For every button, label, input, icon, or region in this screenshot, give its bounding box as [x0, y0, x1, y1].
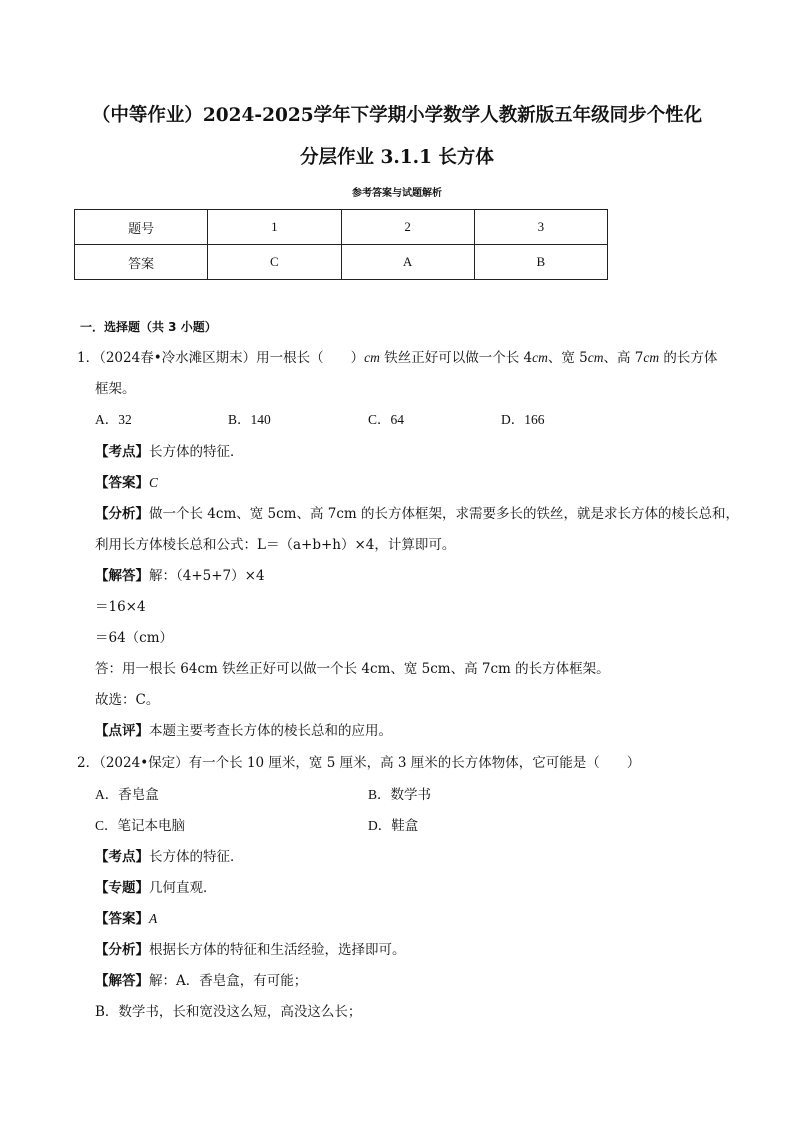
q2-solution-line2: B．数学书，长和宽没这么短，高没这么长；	[95, 1004, 362, 1020]
q1-option-d: D．166	[501, 412, 545, 427]
q1-option-c: C．64	[368, 412, 405, 427]
q1-analysis-text: 做一个长 4cm、宽 5cm、高 7cm 的长方体框架，求需要多长的铁丝，就是求长方体的棱长总和，	[149, 506, 740, 522]
q1-kaodian	[95, 442, 244, 462]
q1-stem-text: 、宽 5	[547, 350, 588, 366]
label-daan: 【答案】	[95, 911, 149, 927]
q2-zhuanti	[95, 878, 217, 898]
answer-table-cell: A	[341, 245, 474, 280]
label-kaodian: 【考点】	[95, 444, 149, 460]
q2-answer	[95, 909, 157, 929]
q1-stem-unit: cm	[643, 350, 660, 365]
answer-table-cell: 题号	[75, 210, 208, 245]
q2-kaodian	[95, 847, 244, 867]
label-fenxi: 【分析】	[95, 942, 149, 958]
answer-table-header-row	[75, 210, 608, 245]
q1-option-b: B．140	[228, 412, 271, 427]
q2-option-a: A．香皂盒	[95, 787, 159, 802]
q1-stem	[77, 348, 717, 368]
q1-option-a: A．32	[95, 412, 132, 427]
answer-table-answer-row	[75, 245, 608, 280]
q2-answer-value: A	[149, 911, 158, 926]
q1-solution-line3: ＝64（cm）	[95, 630, 174, 646]
q2-zhuanti-text: 几何直观．	[149, 880, 217, 896]
document-title-line1: （中等作业）2024-2025学年下学期小学数学人教新版五年级同步个性化	[91, 105, 703, 126]
answer-table	[74, 209, 608, 280]
q1-comment	[95, 721, 392, 741]
q1-final-answer: 答：用一根长 64cm 铁丝正好可以做一个长 4cm、宽 5cm、高 7cm 的长方体框架。	[95, 661, 610, 677]
q2-analysis	[95, 940, 406, 960]
q1-analysis-line1	[95, 504, 739, 524]
answer-table-cell: 1	[208, 210, 341, 245]
q1-solution-line2: ＝16×4	[95, 599, 146, 615]
answer-table-cell: C	[208, 245, 341, 280]
document-title-line2: 分层作业 3.1.1 长方体	[300, 147, 494, 168]
q1-stem-unit: cm	[587, 350, 604, 365]
q1-choice: 故选：C。	[95, 692, 160, 708]
q1-answer-value: C	[149, 475, 159, 490]
q1-stem-unit: cm	[532, 350, 548, 365]
q2-solution-line1	[95, 971, 307, 991]
q1-kaodian-text: 长方体的特征．	[149, 444, 244, 460]
q2-analysis-text: 根据长方体的特征和生活经验，选择即可。	[149, 942, 406, 958]
q2-solution-text: 解：A．香皂盒，有可能；	[149, 973, 308, 989]
label-kaodian: 【考点】	[95, 849, 149, 865]
q1-answer	[95, 473, 158, 493]
q1-analysis-line2: 利用长方体棱长总和公式：L＝（a+b+h）×4，计算即可。	[95, 537, 456, 553]
q1-comment-text: 本题主要考查长方体的棱长总和的应用。	[149, 723, 392, 739]
q1-stem-text: 的长方体	[659, 350, 718, 366]
q2-option-b: B．数学书	[368, 787, 432, 802]
q2-stem: 2．（2024•保定）有一个长 10 厘米，宽 5 厘米，高 3 厘米的长方体物体，它可能是（ ）	[77, 755, 641, 771]
label-daan: 【答案】	[95, 475, 149, 491]
answer-table-cell: 2	[341, 210, 474, 245]
q2-option-d: D．鞋盒	[368, 818, 419, 833]
answer-table-cell: B	[474, 245, 607, 280]
q1-solution-line1	[95, 566, 265, 586]
q1-stem-continued: 框架。	[95, 381, 136, 397]
q1-stem-text: 1．（2024春•冷水滩区期末）用一根长（ ）	[77, 350, 365, 366]
section-heading: 一．选择题（共 3 小题）	[80, 320, 217, 334]
q1-solution-text: 解：（4+5+7）×4	[149, 568, 265, 584]
label-dianping: 【点评】	[95, 723, 149, 739]
label-jieda: 【解答】	[95, 973, 149, 989]
q2-option-c: C．笔记本电脑	[95, 818, 186, 833]
q1-stem-text: 、高 7	[603, 350, 644, 366]
label-fenxi: 【分析】	[95, 506, 149, 522]
q1-stem-unit: cm	[364, 350, 380, 365]
label-jieda: 【解答】	[95, 568, 149, 584]
q1-stem-text: 铁丝正好可以做一个长 4	[379, 350, 533, 366]
q2-kaodian-text: 长方体的特征．	[149, 849, 244, 865]
answer-table-cell: 答案	[75, 245, 208, 280]
document-subtitle: 参考答案与试题解析	[352, 188, 442, 199]
answer-table-cell: 3	[474, 210, 607, 245]
label-zhuanti: 【专题】	[95, 880, 149, 896]
